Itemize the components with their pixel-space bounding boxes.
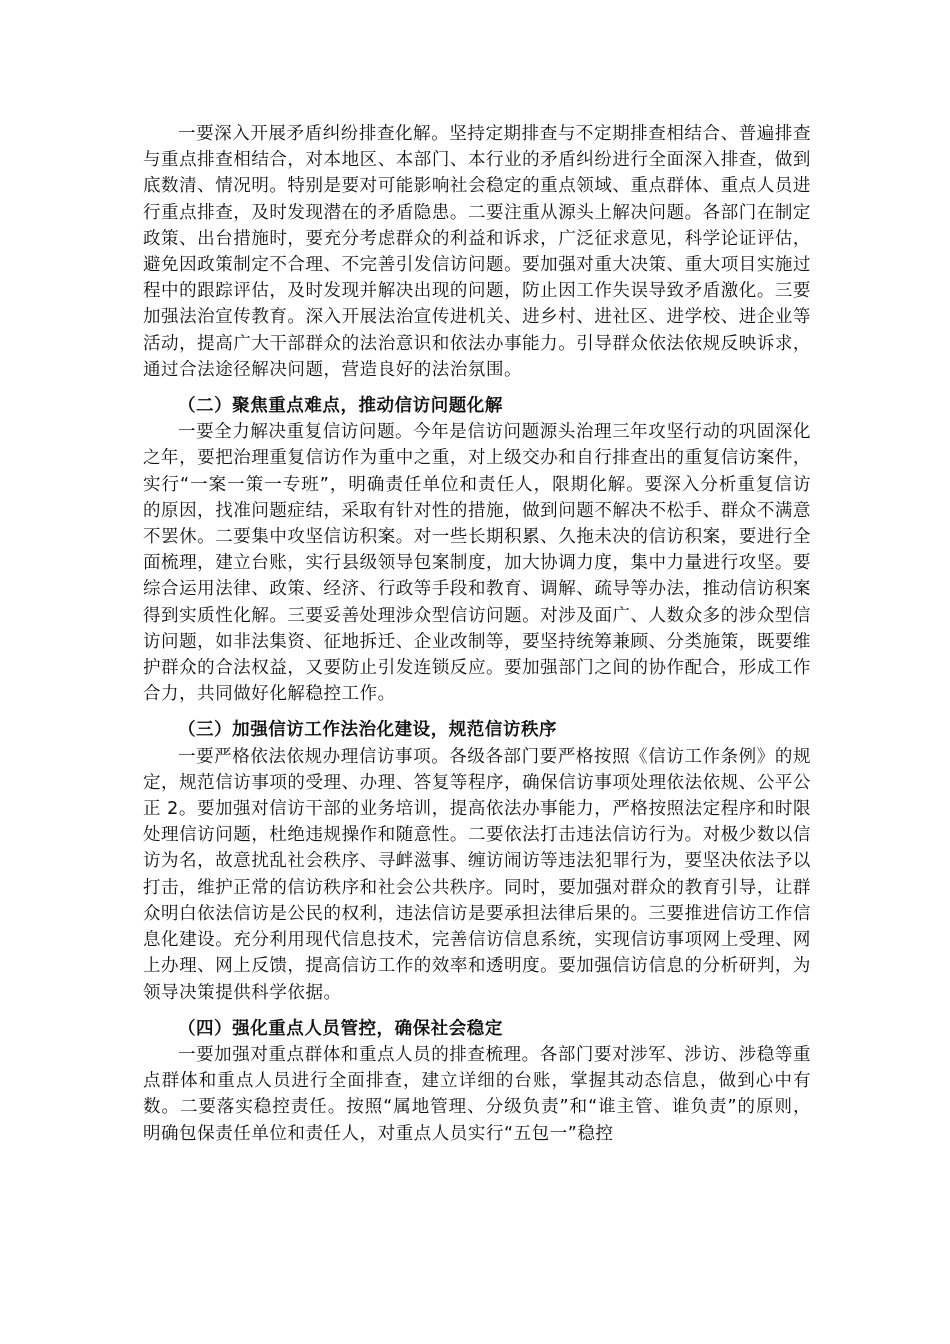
paragraph-rule-of-law: 一要严格依法依规办理信访事项。各级各部门要严格按照《信访工作条例》的规定，规范信访事项的受理、办理、答复等程序，确保信访事项处理依法依规、公平公正 2。要加强对信访干部的业务培训，提高依法办事能力，严格按照法定程序和时限处理信访问题，杜绝违规操作和随意性。二要依法打击违法信访行为。对极少数以信访为名，故意扰乱社会秩序、寻衅滋事、缠访闹访等违法犯罪行为，要坚决依法予以打击，维护正常的信访秩序和社会公共秩序。同时，要加强对群众的教育引导，让群众明白依法信访是公民的权利，违法信访是要承担法律后果的。三要推进信访工作信息化建设。充分利用现代信息技术，完善信访信息系统，实现信访事项网上受理、网上办理、网上反馈，提高信访工作的效率和透明度。要加强信访信息的分析研判，为领导决策提供科学依据。 bbox=[143, 746, 811, 1003]
paragraph-repeat-petitions: 一要全力解决重复信访问题。今年是信访问题源头治理三年攻坚行动的巩固深化之年，要把治理重复信访作为重中之重，对上级交办和自行排查出的重复信访案件，实行“一案一策一专班”，明确责任单位和责任人，限期化解。要深入分析重复信访的原因，找准问题症结，采取有针对性的措施，做到问题不解决不松手、群众不满意不罢休。二要集中攻坚信访积案。对一些长期积累、久拖未决的信访积案，要进行全面梳理，建立台账，实行县级领导包案制度，加大协调力度，集中力量进行攻坚。要综合运用法律、政策、经济、行政等手段和教育、调解、疏导等办法，推动信访积案得到实质性化解。三要妥善处理涉众型信访问题。对涉及面广、人数众多的涉众型信访问题，如非法集资、征地拆迁、企业改制等，要坚持统筹兼顾、分类施策，既要维护群众的合法权益，又要防止引发连锁反应。要加强部门之间的协作配合，形成工作合力，共同做好化解稳控工作。 bbox=[143, 422, 811, 705]
paragraph-key-personnel: 一要加强对重点群体和重点人员的排查梳理。各部门要对涉军、涉访、涉稳等重点群体和重点人员进行全面排查，建立详细的台账，掌握其动态信息，做到心中有数。二要落实稳控责任。按照“属地管理、分级负责”和“谁主管、谁负责”的原则，明确包保责任单位和责任人，对重点人员实行“五包一”稳控 bbox=[143, 1044, 811, 1144]
section-heading-2: （二）聚焦重点难点，推动信访问题化解 bbox=[178, 396, 503, 417]
paragraph-conflict-screening: 一要深入开展矛盾纠纷排查化解。坚持定期排查与不定期排查相结合、普遍排查与重点排查相结合，对本地区、本部门、本行业的矛盾纠纷进行全面深入排查，做到底数清、情况明。特别是要对可能影响社会稳定的重点领域、重点群体、重点人员进行重点排查，及时发现潜在的矛盾隐患。二要注重从源头上解决问题。各部门在制定政策、出台措施时，要充分考虑群众的利益和诉求，广泛征求意见，科学论证评估，避免因政策制定不合理、不完善引发信访问题。要加强对重大决策、重大项目实施过程中的跟踪评估，及时发现并解决出现的问题，防止因工作失误导致矛盾激化。三要加强法治宣传教育。深入开展法治宣传进机关、进乡村、进社区、进学校、进企业等活动，提高广大干部群众的法治意识和依法办事能力。引导群众依法依规反映诉求，通过合法途径解决问题，营造良好的法治氛围。 bbox=[143, 124, 811, 380]
section-heading-4: （四）强化重点人员管控，确保社会稳定 bbox=[178, 1018, 503, 1039]
section-heading-3: （三）加强信访工作法治化建设，规范信访秩序 bbox=[178, 720, 558, 741]
document-page bbox=[143, 121, 811, 1147]
